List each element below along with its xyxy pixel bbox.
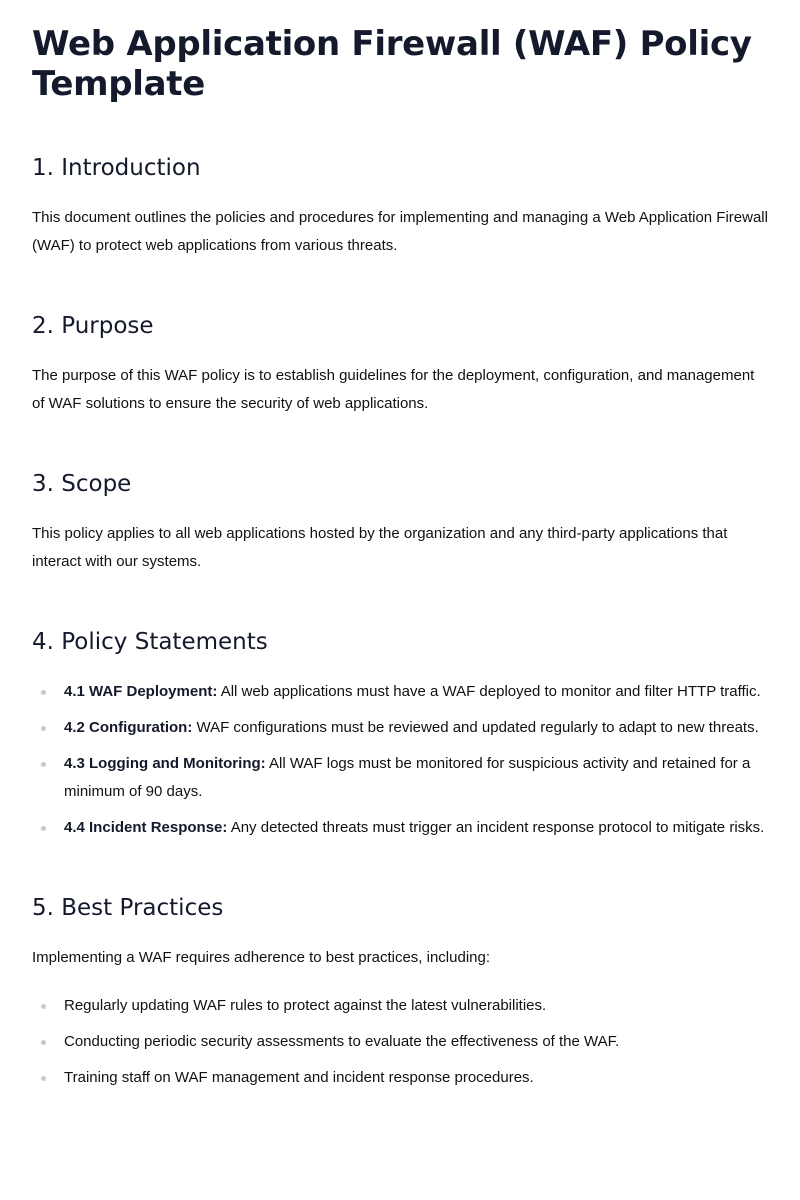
list-item: Regularly updating WAF rules to protect against the latest vulnerabilities. xyxy=(32,992,768,1020)
policy-statements-list xyxy=(32,678,768,842)
policy-item-label: 4.3 Logging and Monitoring: xyxy=(64,755,266,772)
list-item: Training staff on WAF management and incident response procedures. xyxy=(32,1064,768,1092)
policy-item-label: 4.4 Incident Response: xyxy=(64,819,228,836)
section-spacer xyxy=(32,850,768,894)
list-item xyxy=(32,678,768,706)
section-heading-policy-statements: 4. Policy Statements xyxy=(32,629,268,655)
policy-item-label: 4.1 WAF Deployment: xyxy=(64,683,218,700)
section-heading-scope: 3. Scope xyxy=(32,471,132,497)
policy-item-text: WAF configurations must be reviewed and updated regularly to adapt to new threats. xyxy=(192,719,759,736)
section-purpose xyxy=(32,312,768,418)
policy-item-text: All web applications must have a WAF deployed to monitor and filter HTTP traffic. xyxy=(217,683,761,700)
section-heading-purpose: 2. Purpose xyxy=(32,313,154,339)
list-item xyxy=(32,750,768,806)
document-title: Web Application Firewall (WAF) Policy Template xyxy=(32,24,752,104)
section-body-scope: This policy applies to all web applications hosted by the organization and any third-party applications that interact with our systems. xyxy=(32,525,728,570)
section-body-introduction: This document outlines the policies and procedures for implementing and managing a Web Application Firewall (WAF) to protect web applications from various threats. xyxy=(32,209,768,254)
section-best-practices xyxy=(32,894,768,1092)
best-practices-list xyxy=(32,992,768,1092)
list-item xyxy=(32,814,768,842)
policy-item-text: All WAF logs must be monitored for suspicious activity and retained for a minimum of 90 days. xyxy=(64,755,751,800)
list-item: Conducting periodic security assessments to evaluate the effectiveness of the WAF. xyxy=(32,1028,768,1056)
list-item xyxy=(32,714,768,742)
section-scope xyxy=(32,470,768,576)
section-heading-introduction: 1. Introduction xyxy=(32,155,201,181)
section-intro-best-practices: Implementing a WAF requires adherence to best practices, including: xyxy=(32,949,491,966)
section-spacer xyxy=(32,260,768,312)
section-spacer xyxy=(32,576,768,628)
section-introduction xyxy=(32,154,768,260)
policy-item-label: 4.2 Configuration: xyxy=(64,719,193,736)
section-body-purpose: The purpose of this WAF policy is to establish guidelines for the deployment, configuration, and management of WAF solutions to ensure the security of web applications. xyxy=(32,367,755,412)
section-heading-best-practices: 5. Best Practices xyxy=(32,895,224,921)
section-policy-statements xyxy=(32,628,768,842)
policy-item-text: Any detected threats must trigger an incident response protocol to mitigate risks. xyxy=(227,819,765,836)
section-spacer xyxy=(32,418,768,470)
